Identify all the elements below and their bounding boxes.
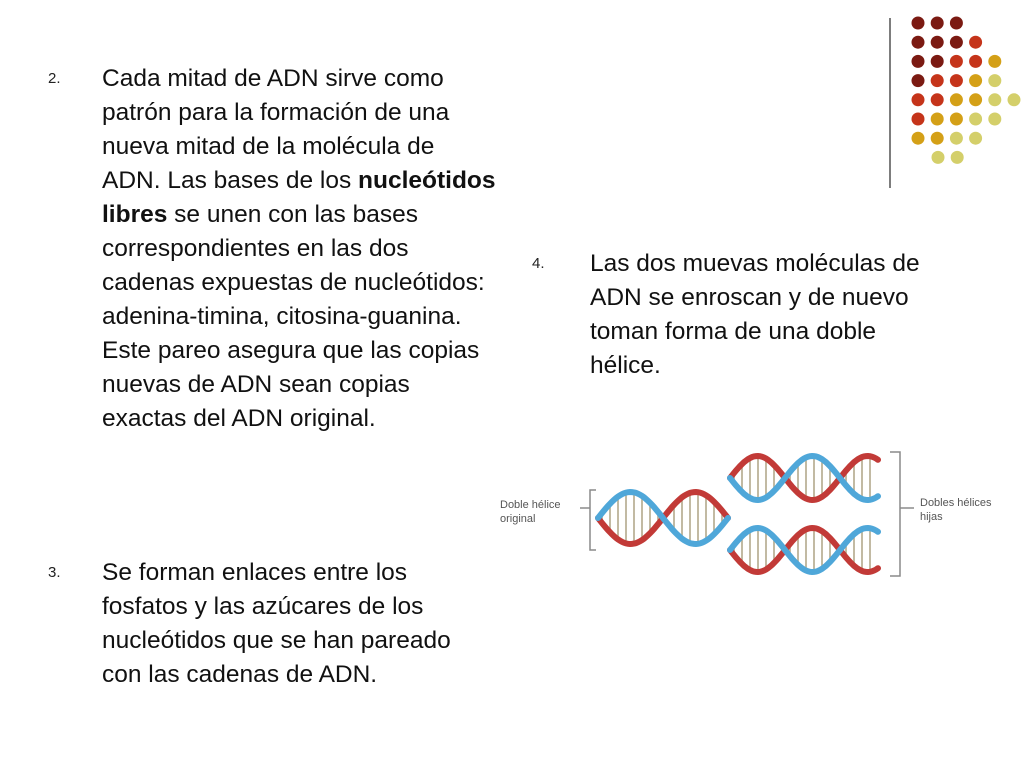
decorative-dot: [969, 132, 982, 145]
bold-term: nucleótidos libres: [102, 167, 496, 228]
decorative-dot: [931, 113, 944, 126]
decorative-dot: [912, 36, 925, 49]
text-run: Cada mitad de ADN sirve como patrón para la formación de una nueva mitad de la molécula de ADN. Las bases de los: [102, 65, 450, 194]
list-item-text: Las dos muevas moléculas de ADN se enroscan y de nuevo toman forma de una doble hélice.: [590, 250, 920, 379]
decorative-dot: [950, 17, 963, 30]
decorative-dot: [969, 55, 982, 68]
decorative-dot: [969, 113, 982, 126]
decorative-dot: [912, 74, 925, 87]
decorative-dot: [931, 36, 944, 49]
decorative-dot: [950, 55, 963, 68]
decorative-dot: [931, 74, 944, 87]
decorative-dot: [912, 132, 925, 145]
decorative-dot: [931, 132, 944, 145]
decorative-dot: [912, 113, 925, 126]
decorative-dot: [951, 151, 964, 164]
decorative-dot: [912, 55, 925, 68]
decorative-dot: [950, 93, 963, 106]
decorative-dot: [988, 55, 1001, 68]
decorative-dot: [988, 74, 1001, 87]
list-number: 3.: [48, 564, 61, 581]
decorative-dot: [932, 151, 945, 164]
list-item-text: Se forman enlaces entre los fosfatos y las azúcares de los nucleótidos que se han pareado con las cadenas de ADN.: [102, 559, 451, 688]
decorative-dot: [1008, 93, 1021, 106]
decorative-dot: [931, 17, 944, 30]
right-bracket: [890, 452, 900, 576]
decorative-dot: [931, 93, 944, 106]
dna-replication-figure: [498, 446, 1008, 586]
decorative-dot: [969, 36, 982, 49]
decorative-dot-grid: [0, 0, 1024, 200]
decorative-dot: [969, 93, 982, 106]
decorative-dot: [950, 113, 963, 126]
list-number: 4.: [532, 255, 545, 272]
decorative-dot: [931, 55, 944, 68]
decorative-dot: [912, 17, 925, 30]
decorative-dot: [988, 113, 1001, 126]
text-run: se unen con las bases correspondientes en las dos cadenas expuestas de nucleótidos: adenina-timina, citosina-guanina. Este pareo asegura que las copias nuevas de ADN sean copias exactas del ADN original.: [102, 201, 485, 432]
decorative-dot: [950, 36, 963, 49]
decorative-dot: [969, 74, 982, 87]
decorative-dot: [950, 132, 963, 145]
left-bracket: [590, 490, 596, 550]
decorative-dot: [950, 74, 963, 87]
list-number: 2.: [48, 70, 61, 87]
label-daughter-helices: Dobles hélices hijas: [920, 497, 992, 523]
label-original-helix: Doble hélice original: [500, 499, 561, 525]
decorative-dot: [912, 93, 925, 106]
decorative-dot: [988, 93, 1001, 106]
